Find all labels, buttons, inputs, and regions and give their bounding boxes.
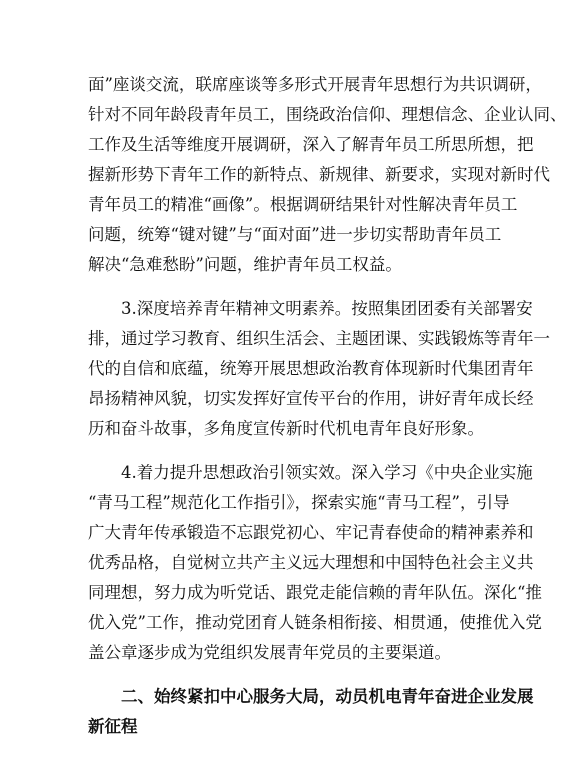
text-line: 同理想，努力成为听党话、跟党走能信赖的青年队伍。深化“推	[88, 583, 542, 602]
text-line: 问题，统筹“键对键”与“面对面”进一步切实帮助青年员工	[88, 225, 502, 244]
section-heading-2	[88, 682, 534, 742]
text-line: 解决“急难愁盼”问题，维护青年员工权益。	[88, 255, 402, 274]
heading-line: 二、始终紧扣中心服务大局，动员机电青年奋进企业发展	[121, 687, 534, 706]
text-line: 3.深度培养青年精神文明素养。按照集团团委有关部署安	[121, 299, 533, 318]
paragraph-item-4	[88, 458, 542, 668]
text-line: 代的自信和底蕴，统筹开展思想政治教育体现新时代集团青年	[88, 359, 534, 378]
paragraph-item-3	[88, 294, 550, 444]
paragraph-research	[88, 70, 567, 280]
text-line: 优入党”工作，推动党团育人链条相衔接、相贯通，使推优入党	[88, 613, 542, 632]
text-line: 广大青年传承锻造不忘跟党初心、牢记青春使命的精神素养和	[88, 523, 534, 542]
text-line: “青马工程”规范化工作指引》，探索实施“青马工程”，引导	[88, 493, 510, 512]
text-line: 4.着力提升思想政治引领实效。深入学习《中央企业实施	[121, 463, 533, 482]
text-line: 排，通过学习教育、组织生活会、主题团课、实践锻炼等青年一	[88, 329, 550, 348]
text-line: 盖公章逐步成为党组织发展青年党员的主要渠道。	[88, 643, 451, 662]
text-line: 工作及生活等维度开展调研，深入了解青年员工所思所想，把	[88, 135, 534, 154]
text-line: 面”座谈交流，联席座谈等多形式开展青年思想行为共识调研，	[88, 75, 542, 94]
text-line: 优秀品格，自觉树立共产主义远大理想和中国特色社会主义共	[88, 553, 534, 572]
text-line: 青年员工的精准“画像”。根据调研结果针对性解决青年员工	[88, 195, 518, 214]
text-line: 针对不同年龄段青年员工，围绕政治信仰、理想信念、企业认同、	[88, 105, 567, 124]
document-body	[88, 70, 567, 742]
text-line: 历和奋斗故事，多角度宣传新时代机电青年良好形象。	[88, 419, 484, 438]
text-line: 昂扬精神风貌，切实发挥好宣传平台的作用，讲好青年成长经	[88, 389, 534, 408]
text-line: 握新形势下青年工作的新特点、新规律、新要求，实现对新时代	[88, 165, 550, 184]
heading-line: 新征程	[88, 717, 138, 736]
